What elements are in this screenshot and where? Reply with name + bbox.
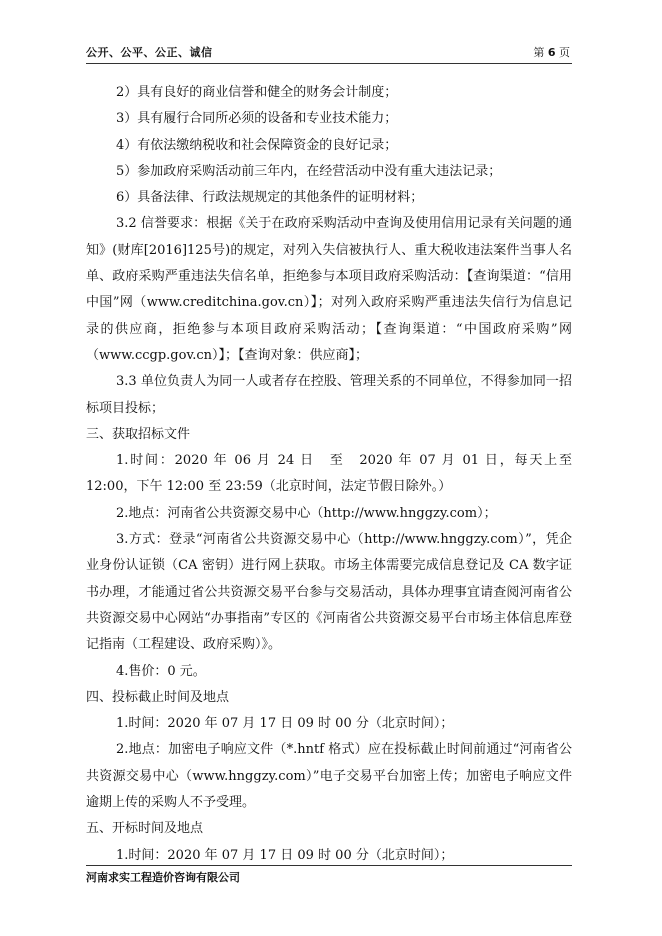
page-prefix: 第 — [533, 46, 545, 59]
page-number: 6 — [547, 46, 556, 59]
obtain-time: 1.时间：2020 年 06 月 24 日 至 2020 年 07 月 01 日，每天上至 12:00，下午 12:00 至 23:59（北京时间，法定节假日除外。） — [86, 453, 572, 495]
footer-company: 河南求实工程造价咨询有限公司 — [86, 871, 240, 884]
requirement-4: 4）有依法缴纳税收和社会保障资金的良好记录； — [116, 137, 398, 153]
deadline-location: 2.地点：加密电子响应文件（*.hntf 格式）应在投标截止时间前通过“河南省公共资源交易中心（www.hnggzy.com）”电子交易平台加密上传；加密电子响应文件逾期上传的采购人不予受理。 — [86, 742, 572, 811]
obtain-location: 2.地点：河南省公共资源交易中心（http://www.hnggzy.com）； — [116, 505, 497, 521]
opening-time: 1.时间：2020 年 07 月 17 日 09 时 00 分（北京时间）； — [116, 847, 454, 863]
obtain-method: 3.方式：登录“河南省公共资源交易中心（http://www.hnggzy.com）”，凭企业身份认证锁（CA 密钥）进行网上获取。市场主体需要完成信息登记及 CA 数字证书办理，才能通过省公共资源交易平台参与交易活动，具体办理事宜请查阅河南省公共资源交易中心网站“办事指南”专区的《河南省公共资源交易平台市场主体信息库登记指南（工程建设、政府采购）》。 — [86, 532, 572, 653]
header-divider — [86, 63, 572, 64]
deadline-time: 1.时间：2020 年 07 月 17 日 09 时 00 分（北京时间）； — [116, 716, 454, 732]
section-title-obtain-documents: 三、获取招标文件 — [86, 426, 191, 442]
obtain-price: 4.售价：0 元。 — [116, 663, 206, 679]
requirement-6: 6）具备法律、行政法规规定的其他条件的证明材料； — [116, 190, 424, 206]
document-body — [86, 80, 572, 869]
section-title-bid-deadline: 四、投标截止时间及地点 — [86, 689, 230, 705]
credit-requirement: 3.2 信誉要求：根据《关于在政府采购活动中查询及使用信用记录有关问题的通知》(财库[2016]125号)的规定，对列入失信被执行人、重大税收违法案件当事人名单、政府采购严重违法失信名单，拒绝参与本项目政府采购活动：【查询渠道：“信用中国”网（www.creditchina.gov.cn）】；对列入政府采购严重违法失信行为信息记录的供应商，拒绝参与本项目政府采购活动；【查询渠道：“中国政府采购”网（www.ccgp.gov.cn）】；【查询对象：供应商】； — [86, 216, 572, 363]
requirement-5: 5）参加政府采购活动前三年内，在经营活动中没有重大违法记录； — [116, 163, 502, 179]
section-title-bid-opening: 五、开标时间及地点 — [86, 821, 204, 837]
page-suffix: 页 — [559, 46, 570, 59]
requirement-3: 3）具有履行合同所必须的设备和专业技术能力； — [116, 111, 398, 127]
header-motto: 公开、公平、公正、诚信 — [86, 46, 213, 59]
page-number-label — [533, 44, 570, 60]
unit-restriction: 3.3 单位负责人为同一人或者存在控股、管理关系的不同单位，不得参加同一招标项目投标； — [86, 374, 572, 416]
footer-divider — [86, 865, 572, 866]
requirement-2: 2）具有良好的商业信誉和健全的财务会计制度； — [116, 85, 398, 100]
